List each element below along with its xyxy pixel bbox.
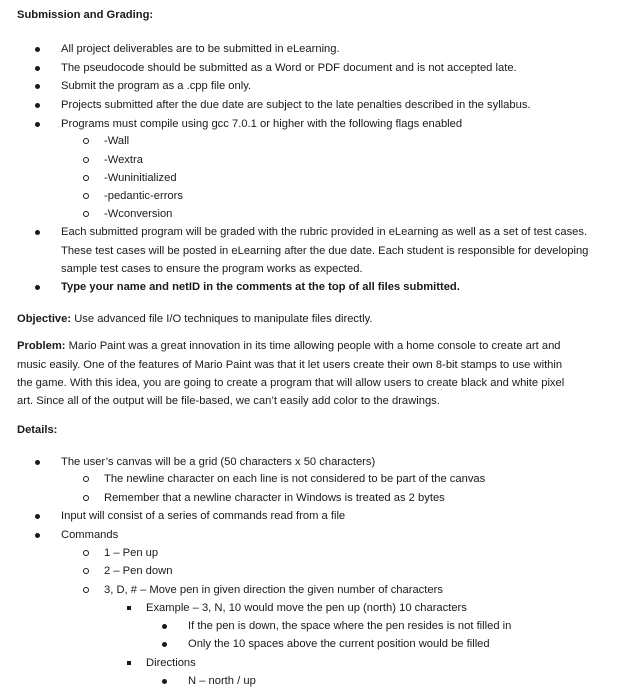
submission-item: Projects submitted after the due date are subject to the late penalties described in the syllabus. (61, 99, 531, 111)
compiler-flag: -Wconversion (104, 208, 173, 220)
command-item: 3, D, # – Move pen in given direction the given number of characters (104, 584, 443, 596)
command-item: 1 – Pen up (104, 547, 159, 559)
submission-item: All project deliverables are to be submitted in eLearning. (61, 43, 340, 55)
compiler-flag: -Wextra (104, 154, 143, 166)
objective-paragraph (17, 312, 372, 326)
details-item: Commands (61, 529, 119, 541)
example-item: Example – 3, N, 10 would move the pen up (north) 10 characters (146, 602, 467, 614)
details-item: Input will consist of a series of commands read from a file (61, 510, 346, 522)
rubric-item-line: These test cases will be posted in eLearning after the due date. Each student is responsible for developing (61, 245, 589, 257)
problem-line: Mario Paint was a great innovation in its time allowing people with a home console to create art and (65, 340, 561, 352)
compiler-flag: -pedantic-errors (104, 190, 183, 202)
objective-label: Objective: (17, 313, 72, 325)
submission-item: Submit the program as a .cpp file only. (61, 80, 252, 92)
direction-entry: N – north / up (188, 675, 256, 687)
details-item: The user’s canvas will be a grid (50 characters x 50 characters) (61, 456, 376, 468)
example-note: Only the 10 spaces above the current position would be filled (188, 638, 490, 650)
rubric-item: Each submitted program will be graded with the rubric provided in eLearning as well as a set of test cases. (61, 226, 588, 238)
problem-paragraph (17, 339, 561, 353)
directions-item: Directions (146, 657, 196, 669)
name-netid-item: Type your name and netID in the comments at the top of all files submitted. (61, 281, 460, 293)
compiler-flag: -Wuninitialized (104, 172, 177, 184)
rubric-item-line: sample test cases to ensure the program works as expected. (61, 263, 363, 275)
details-subitem: Remember that a newline character in Windows is treated as 2 bytes (104, 492, 445, 504)
submission-item: The pseudocode should be submitted as a Word or PDF document and is not accepted late. (61, 62, 517, 74)
details-subitem: The newline character on each line is not considered to be part of the canvas (104, 473, 486, 485)
compiler-flag: -Wall (104, 135, 130, 147)
problem-line: the game. With this idea, you are going to create a program that will allow users to create black and white pixel (17, 377, 565, 389)
command-item: 2 – Pen down (104, 565, 173, 577)
submission-heading: Submission and Grading: (17, 9, 154, 21)
problem-label: Problem: (17, 340, 66, 352)
problem-line: art. Since all of the output will be file-based, we can’t easily add color to the drawings. (17, 395, 440, 407)
submission-item: Programs must compile using gcc 7.0.1 or higher with the following flags enabled (61, 118, 463, 130)
example-note: If the pen is down, the space where the pen resides is not filled in (188, 620, 512, 632)
objective-text: Use advanced file I/O techniques to manipulate files directly. (71, 313, 373, 325)
details-heading: Details: (17, 424, 58, 436)
problem-line: music easily. One of the features of Mario Paint was that it let users create their own 8-bit stamps to use within (17, 359, 563, 371)
